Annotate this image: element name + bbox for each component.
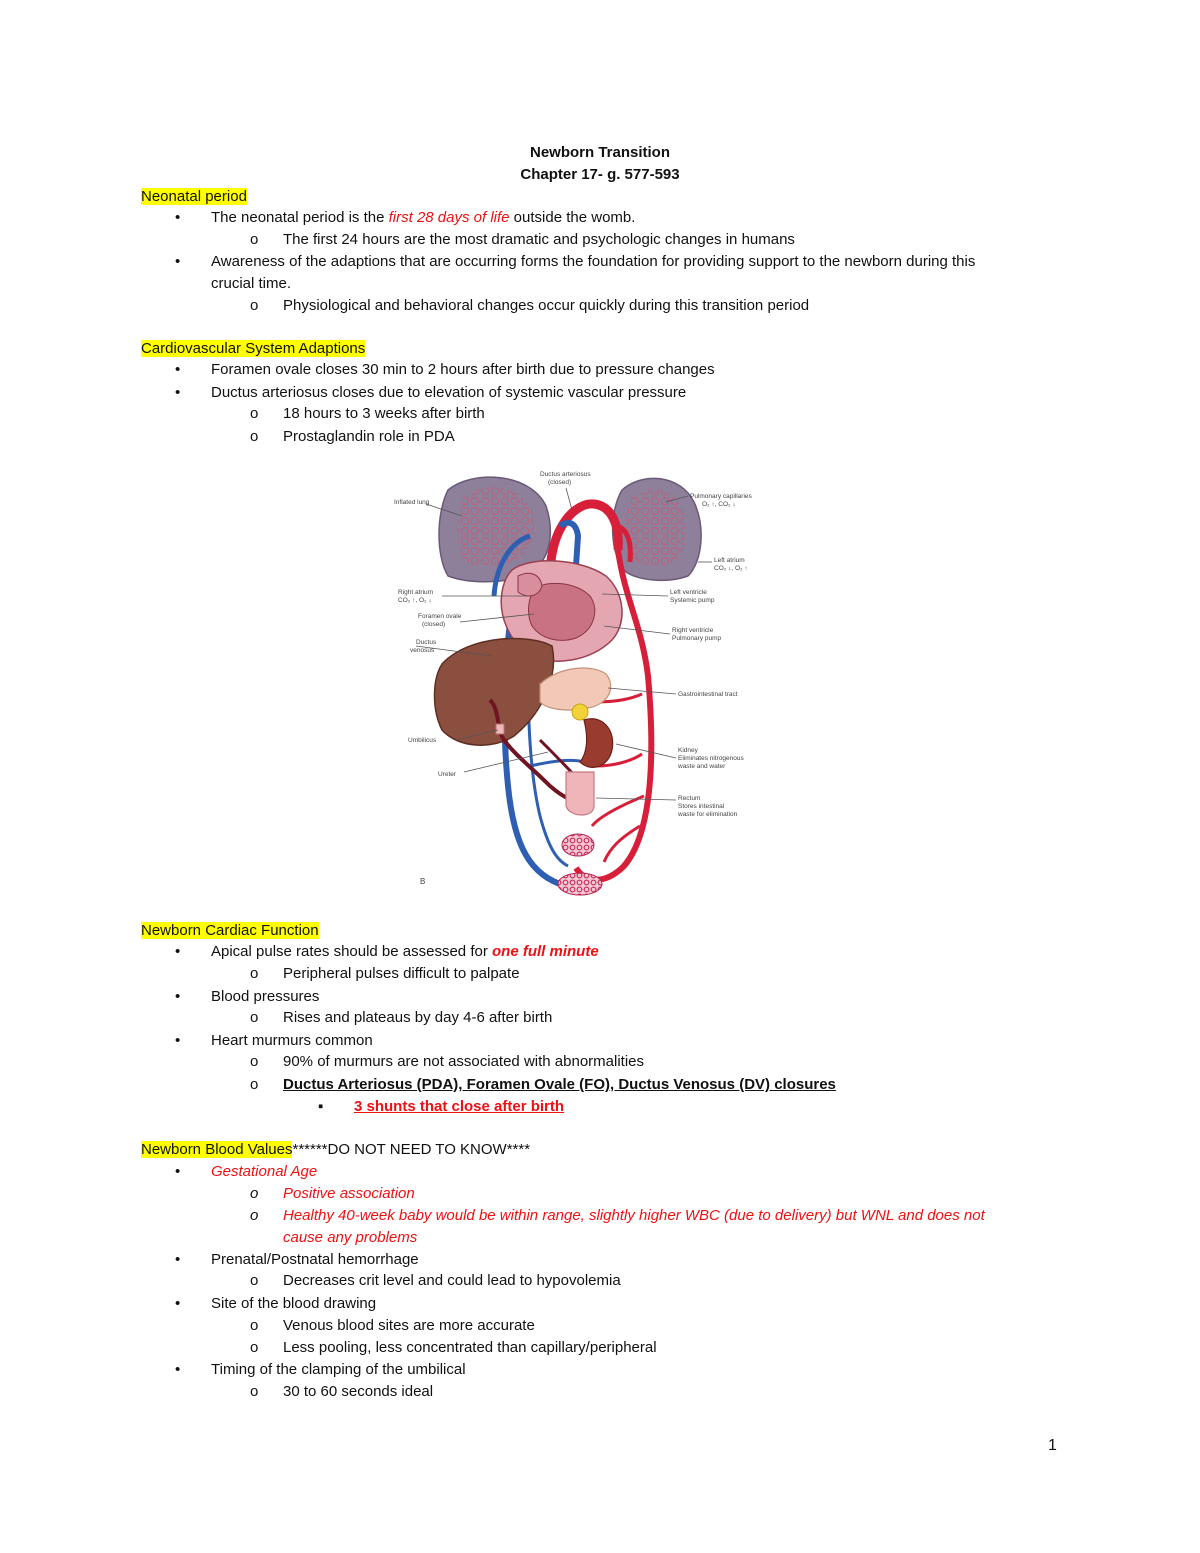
- list-item: 18 hours to 3 weeks after birth: [283, 405, 485, 422]
- label-ductus-venosus-2: venosus: [410, 647, 435, 654]
- label-umbilicus: Umbilicus: [408, 737, 437, 744]
- circle-marker: o: [250, 1317, 259, 1334]
- circle-marker: o: [250, 297, 259, 314]
- list-item: 30 to 60 seconds ideal: [283, 1383, 434, 1400]
- circle-marker: o: [250, 1053, 259, 1070]
- list-item-continuation: cause any problems: [283, 1229, 418, 1246]
- kidney-shape: [580, 719, 613, 768]
- label-right-atrium: Right atrium: [398, 589, 434, 596]
- bullet-marker: •: [175, 209, 181, 226]
- label-kidney-role-2: waste and water: [678, 763, 726, 770]
- list-item: Peripheral pulses difficult to palpate: [283, 965, 520, 982]
- list-item: Heart murmurs common: [211, 1032, 373, 1049]
- list-item: Site of the blood drawing: [211, 1295, 377, 1312]
- label-ureter: Ureter: [438, 771, 457, 778]
- circle-marker: o: [250, 1383, 259, 1400]
- circle-marker: o: [250, 1272, 259, 1289]
- label-left-ventricle: Left ventricle: [670, 589, 707, 596]
- label-ductus-venosus: Ductus: [416, 639, 437, 646]
- circle-marker: o: [250, 405, 259, 422]
- section-heading-cardiovascular: Cardiovascular System Adaptions: [141, 340, 366, 357]
- label-kidney-role: Eliminates nitrogenous: [678, 755, 744, 762]
- circle-marker: o: [250, 1207, 259, 1224]
- label-gi-tract: Gastrointestinal tract: [678, 691, 738, 698]
- circle-marker: o: [250, 1185, 259, 1202]
- list-item: Rises and plateaus by day 4-6 after birth: [283, 1009, 553, 1026]
- circle-marker: o: [250, 428, 259, 445]
- list-item: The first 24 hours are the most dramatic and psychologic changes in humans: [283, 231, 795, 248]
- label-ductus-arteriosus: Ductus arteriosus: [540, 471, 591, 478]
- label-foramen-ovale: Foramen ovale: [418, 613, 462, 620]
- page-number: 1: [1048, 1437, 1057, 1454]
- rectum-shape: [566, 772, 594, 815]
- label-ductus-closed: (closed): [548, 479, 572, 486]
- label-right-ventricle: Right ventricle: [672, 627, 714, 634]
- page-title: Newborn Transition: [529, 144, 670, 161]
- section-heading-cardiac: Newborn Cardiac Function: [141, 922, 319, 939]
- label-left-atrium-gas: CO₂ ↓, O₂ ↑: [714, 565, 748, 572]
- bullet-marker: •: [175, 988, 181, 1005]
- circle-marker: o: [250, 1339, 259, 1356]
- bullet-marker: •: [175, 1361, 181, 1378]
- label-rectum-role: Stores intestinal: [678, 803, 725, 810]
- bullet-marker: •: [175, 1163, 181, 1180]
- label-foramen-closed: (closed): [422, 621, 446, 628]
- circle-marker: o: [250, 231, 259, 248]
- label-pulmonary-capillaries: Pulmonary capillaries: [690, 493, 752, 500]
- section-heading-neonatal: Neonatal period: [141, 188, 247, 205]
- section-heading-blood-values: Newborn Blood Values******DO NOT NEED TO KNOW****: [141, 1141, 531, 1158]
- list-item: Prostaglandin role in PDA: [283, 428, 455, 445]
- list-item-continuation: crucial time.: [211, 275, 292, 292]
- list-item: Prenatal/Postnatal hemorrhage: [211, 1251, 419, 1268]
- list-item: Physiological and behavioral changes occur quickly during this transition period: [283, 297, 810, 314]
- circle-marker: o: [250, 1009, 259, 1026]
- label-right-atrium-gas: CO₂ ↑, O₂ ↓: [398, 597, 432, 604]
- circle-marker: o: [250, 965, 259, 982]
- label-panel: B: [420, 877, 426, 886]
- bullet-marker: •: [175, 384, 181, 401]
- list-item: Less pooling, less concentrated than capillary/peripheral: [283, 1339, 657, 1356]
- bullet-marker: •: [175, 1295, 181, 1312]
- circulation-diagram: [380, 466, 790, 900]
- bullet-marker: •: [175, 1251, 181, 1268]
- label-kidney: Kidney: [678, 747, 698, 754]
- list-item-shunts: Ductus Arteriosus (PDA), Foramen Ovale (FO), Ductus Venosus (DV) closures: [283, 1076, 836, 1093]
- bullet-marker: •: [175, 361, 181, 378]
- list-item: Foramen ovale closes 30 min to 2 hours after birth due to pressure changes: [211, 361, 715, 378]
- liver-shape: [435, 639, 554, 746]
- label-rectum-role-2: waste for elimination: [678, 811, 738, 818]
- list-item: Blood pressures: [211, 988, 320, 1005]
- bullet-marker: •: [175, 943, 181, 960]
- list-item: Ductus arteriosus closes due to elevation of systemic vascular pressure: [211, 384, 687, 401]
- list-item: Awareness of the adaptions that are occurring forms the foundation for providing support to the newborn during this: [211, 253, 976, 270]
- square-marker: ▪: [318, 1098, 324, 1115]
- circle-marker: o: [250, 1076, 259, 1093]
- label-right-ventricle-role: Pulmonary pump: [672, 635, 722, 642]
- label-rectum: Rectum: [678, 795, 701, 802]
- bullet-marker: •: [175, 253, 181, 270]
- list-item-shunts-note: 3 shunts that close after birth: [354, 1098, 565, 1115]
- list-item: Decreases crit level and could lead to hypovolemia: [283, 1272, 621, 1289]
- list-item: The neonatal period is the first 28 days of life outside the womb.: [211, 209, 636, 226]
- page-subtitle: Chapter 17- g. 577-593: [520, 166, 680, 183]
- list-item: Positive association: [283, 1185, 415, 1202]
- list-item: Healthy 40-week baby would be within range, slightly higher WBC (due to delivery) but WNL and does not: [283, 1207, 985, 1224]
- list-item: Gestational Age: [211, 1163, 318, 1180]
- list-item: Venous blood sites are more accurate: [283, 1317, 535, 1334]
- list-item: Timing of the clamping of the umbilical: [211, 1361, 466, 1378]
- label-left-atrium: Left atrium: [714, 557, 745, 564]
- label-left-ventricle-role: Systemic pump: [670, 597, 715, 604]
- list-item: 90% of murmurs are not associated with abnormalities: [283, 1053, 644, 1070]
- list-item: Apical pulse rates should be assessed for one full minute: [211, 943, 599, 960]
- label-inflated-lung: Inflated lung: [394, 499, 430, 506]
- bullet-marker: •: [175, 1032, 181, 1049]
- label-pulmonary-capillaries-gas: O₂ ↑, CO₂ ↓: [702, 501, 736, 508]
